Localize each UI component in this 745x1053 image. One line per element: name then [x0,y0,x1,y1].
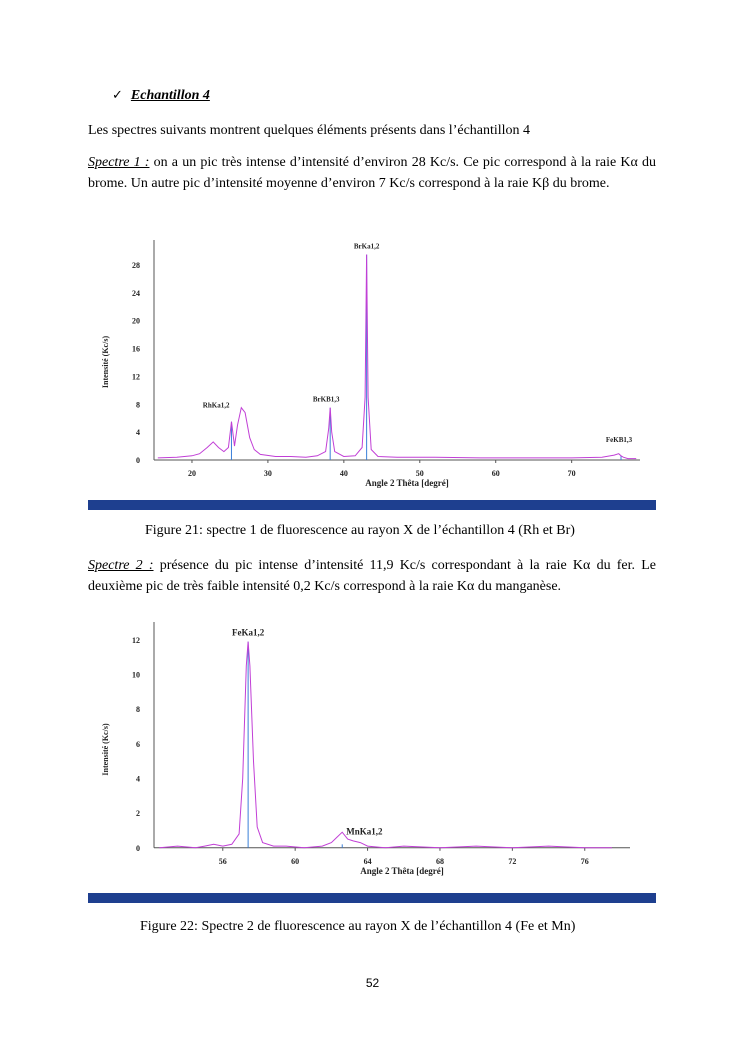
peak-label: BrKa1,2 [353,242,380,251]
x-axis-label: Angle 2 Thêta [degré] [360,865,444,876]
y-tick-label: 8 [136,705,140,715]
peak-label: BrKB1,3 [312,395,340,404]
figure21-taskbar [88,500,656,510]
y-tick-label: 28 [132,260,140,270]
section-heading-text: Echantillon 4 [130,88,210,103]
x-tick-label: 50 [415,469,424,478]
figure22-plot [88,604,656,892]
peak-label: FeKa1,2 [231,627,265,638]
spectrum-series-line [159,642,612,848]
spectrum-series-line [158,255,636,459]
y-tick-label: 16 [132,344,140,354]
y-tick-label: 0 [136,456,140,465]
x-tick-label: 70 [567,469,576,478]
y-tick-label: 0 [136,843,140,853]
x-tick-label: 30 [263,469,272,478]
spectre2-paragraph [88,555,656,597]
x-tick-label: 20 [187,469,196,478]
y-tick-label: 2 [136,809,140,819]
intro-paragraph: Les spectres suivants montrent quelques éléments présents dans l’échantillon 4 [88,123,531,138]
x-tick-label: 60 [291,856,300,866]
peak-label: RhKa1,2 [202,401,230,410]
x-tick-label: 76 [580,856,589,866]
figure22-chart [88,604,656,904]
x-tick-label: 60 [491,469,500,478]
spectre2-label: Spectre 2 : [88,558,154,573]
y-tick-label: 10 [132,670,140,680]
spectre1-paragraph [88,152,656,194]
section-heading [112,88,210,104]
figure22-caption: Figure 22: Spectre 2 de fluorescence au rayon X de l’échantillon 4 (Fe et Mn) [140,919,576,934]
y-tick-label: 4 [136,774,140,784]
x-tick-label: 64 [363,856,372,866]
page-number: 52 [365,976,380,990]
y-tick-label: 12 [132,372,140,382]
figure21-plot [88,222,656,502]
checkmark-icon: ✓ [112,88,123,103]
x-tick-label: 40 [339,469,348,478]
y-axis-label: Intensité (Kc/s) [101,723,110,776]
x-tick-label: 72 [508,856,517,866]
y-tick-label: 24 [132,288,140,298]
y-tick-label: 6 [136,739,140,749]
x-tick-label: 68 [435,856,444,866]
y-axis-label: Intensité (Kc/s) [101,335,110,389]
spectre1-label: Spectre 1 : [88,155,150,170]
figure22-taskbar [88,893,656,903]
spectre1-text: on a un pic très intense d’intensité d’environ 28 Kc/s. Ce pic correspond à la raie Kα du brome. Un autre pic d’intensité moyenne d’environ 7 Kc/s correspond à la raie Kβ du brome. [88,155,656,191]
figure21-chart [88,222,656,512]
y-tick-label: 4 [136,428,140,438]
y-tick-label: 12 [132,635,140,645]
x-tick-label: 56 [218,856,227,866]
spectre2-text: présence du pic intense d’intensité 11,9 Kc/s correspondant à la raie Kα du fer. Le deuxième pic de très faible intensité 0,2 Kc/s correspond à la raie Kα du manganèse. [88,558,656,594]
peak-label: FeKB1,3 [605,435,633,444]
figure21-caption: Figure 21: spectre 1 de fluorescence au rayon X de l’échantillon 4 (Rh et Br) [145,523,575,538]
y-tick-label: 8 [136,400,140,410]
y-tick-label: 20 [132,316,140,326]
peak-label: MnKa1,2 [346,826,383,837]
x-axis-label: Angle 2 Thêta [degré] [365,478,449,488]
